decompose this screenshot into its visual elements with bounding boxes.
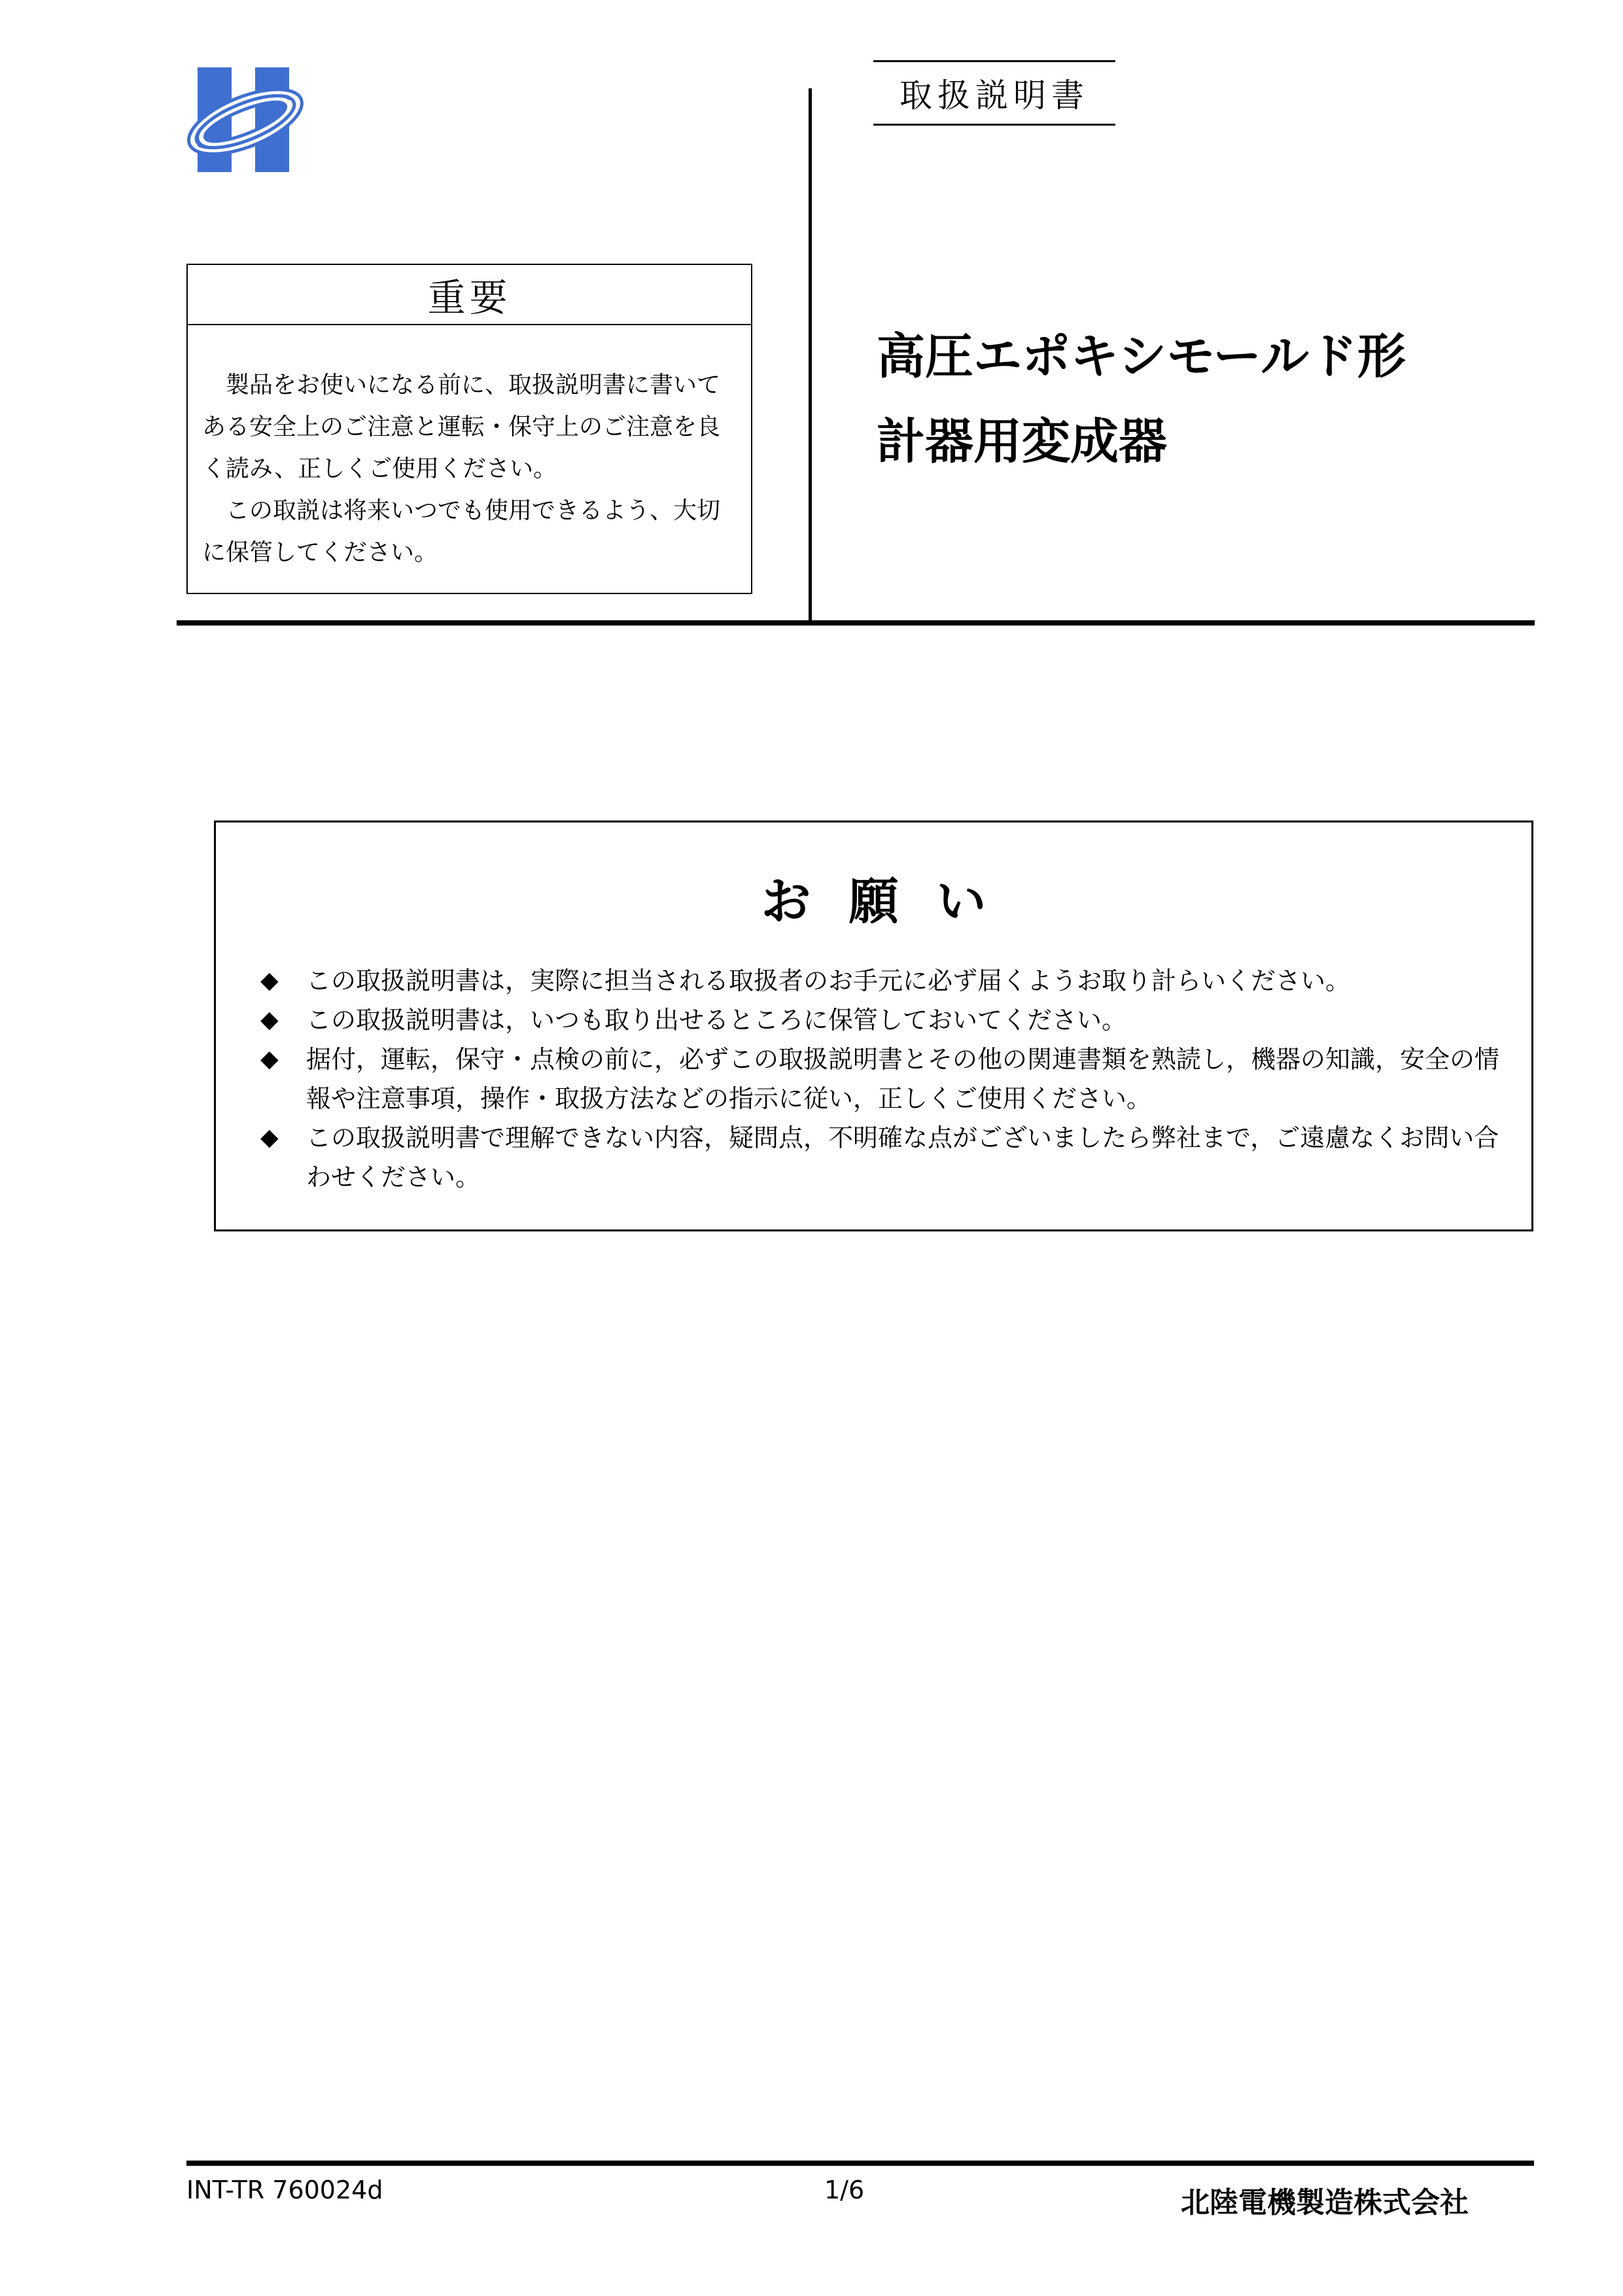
request-box [214,821,1533,1231]
document-code: INT-TR 760024d [186,2176,383,2204]
company-name: 北陸電機製造株式会社 [1181,2186,1469,2219]
header-horizontal-divider [177,620,1535,626]
important-notice-title: 重要 [427,275,512,320]
page-number: 1/6 [824,2176,865,2204]
product-title-line: 計器用変成器 [877,414,1167,470]
request-item-text: この取扱説明書は，実際に担当される取扱者のお手元に必ず届くようお取り計らいください。 [306,966,1351,995]
request-item [260,961,1505,1000]
important-notice-body [188,325,751,574]
request-title: お願い [761,872,1024,930]
request-item [260,1118,1505,1197]
doc-type-label [873,60,1115,126]
request-item [260,1000,1505,1040]
header-vertical-divider [809,88,812,625]
footer-divider [186,2161,1534,2166]
logo-icon [183,64,314,179]
diamond-bullet-icon: ◆ [260,1046,279,1072]
product-title-line: 高圧エポキシモールド形 [877,328,1406,385]
important-paragraph: この取説は将来いつでも使用できるよう、大切に保管してください。 [202,497,721,566]
important-paragraph: 製品をお使いになる前に、取扱説明書に書いてある安全上のご注意と運転・保守上のご注意を良く読み、正しくご使用ください。 [202,372,721,482]
request-item [260,1040,1505,1118]
request-item-text: 据付，運転，保守・点検の前に，必ずこの取扱説明書とその他の関連書類を熟読し，機器の知識，安全の情報や注意事項，操作・取扱方法などの指示に従い，正しくご使用ください。 [306,1045,1500,1113]
request-item-text: この取扱説明書で理解できない内容，疑問点，不明確な点がございましたら弊社まで，ご遠慮なくお問い合わせください。 [306,1123,1499,1192]
diamond-bullet-icon: ◆ [260,1006,279,1033]
company-logo [183,64,314,179]
diamond-bullet-icon: ◆ [260,1124,279,1151]
product-title [877,314,1406,484]
diamond-bullet-icon: ◆ [260,967,279,994]
doc-type-text: 取扱説明書 [899,77,1089,115]
important-notice-header [188,265,751,325]
request-list [260,961,1505,1197]
request-item-text: この取扱説明書は，いつも取り出せるところに保管しておいてください。 [306,1006,1127,1034]
important-notice-box [186,264,752,594]
